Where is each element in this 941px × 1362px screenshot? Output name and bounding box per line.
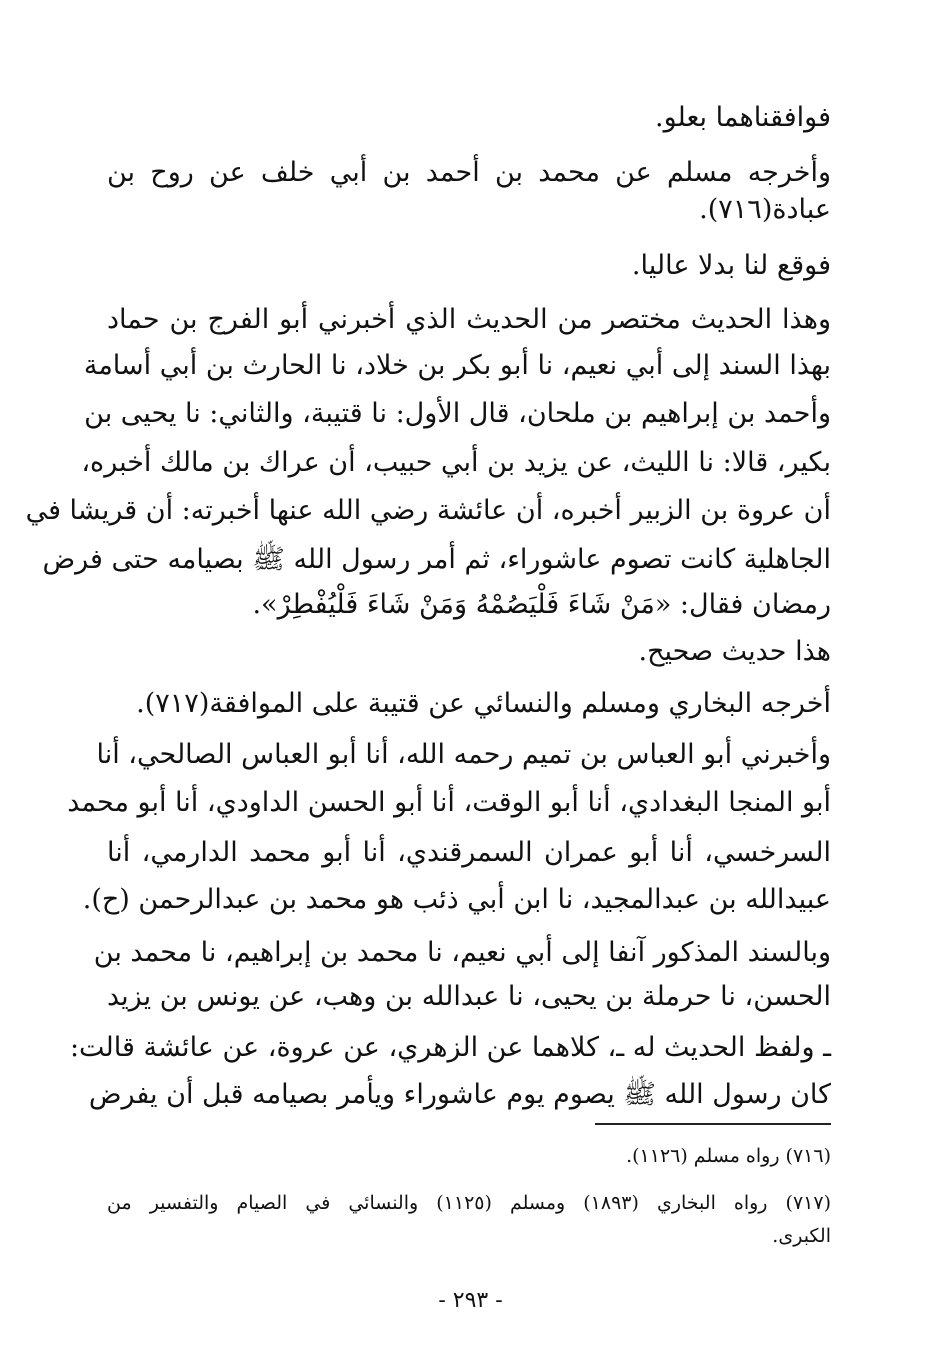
text-line: الجاهلية كانت تصوم عاشوراء، ثم أمر رسول الله ﷺ بصيامه حتى فرض	[42, 544, 831, 575]
text-line: أخرجه البخاري ومسلم والنسائي عن قتيبة على الموافقة(٧١٧).	[136, 688, 831, 719]
footnote: (٧١٦) رواه مسلم (١١٢٦).	[626, 1145, 831, 1167]
text-line: فوافقناهما بعلو.	[655, 102, 831, 133]
footnote: (٧١٧) رواه البخاري (١٨٩٣) ومسلم (١١٢٥) والنسائي في الصيام والتفسير من	[107, 1192, 831, 1214]
text-line: وأخبرني أبو العباس بن تميم رحمه الله، أنا أبو العباس الصالحي، أنا	[96, 739, 831, 770]
text-line: ـ ولفظ الحديث له ـ، كلاهما عن الزهري، عن عروة، عن عائشة قالت:	[69, 1032, 831, 1063]
text-line: وأخرجه مسلم عن محمد بن أحمد بن أبي خلف عن روح بن	[107, 157, 831, 188]
text-line: وأحمد بن إبراهيم بن ملحان، قال الأول: نا قتيبة، والثاني: نا يحيى بن	[84, 398, 831, 429]
text-line: أن عروة بن الزبير أخبره، أن عائشة رضي الله عنها أخبرته: أن قريشا في	[25, 495, 831, 526]
footnote-continuation: الكبرى.	[772, 1225, 831, 1247]
text-line: بهذا السند إلى أبي نعيم، نا أبو بكر بن خلاد، نا الحارث بن أبي أسامة	[83, 350, 831, 381]
text-line: فوقع لنا بدلا عاليا.	[631, 250, 831, 281]
text-line: عبيدالله بن عبدالمجيد، نا ابن أبي ذئب هو محمد بن عبدالرحمن (ح).	[82, 884, 831, 915]
page-number: - ٢٩٣ -	[438, 1288, 503, 1313]
text-line: وبالسند المذكور آنفا إلى أبي نعيم، نا محمد بن إبراهيم، نا محمد بن	[93, 937, 831, 968]
text-line: السرخسي، أنا أبو عمران السمرقندي، أنا أبو محمد الدارمي، أنا	[107, 837, 831, 868]
quote-line: رمضان فقال: «مَنْ شَاءَ فَلْيَصُمْهُ وَمَنْ شَاءَ فَلْيُفْطِرْ».	[252, 589, 831, 620]
text-line: وهذا الحديث مختصر من الحديث الذي أخبرني أبو الفرج بن حماد	[107, 304, 832, 335]
text-line: الحسن، نا حرملة بن يحيى، نا عبدالله بن وهب، عن يونس بن يزيد	[107, 981, 831, 1012]
text-line: عبادة(٧١٦).	[699, 194, 831, 225]
text-line: بكير، قالا: نا الليث، عن يزيد بن أبي حبيب، أن عراك بن مالك أخبره،	[81, 447, 831, 478]
text-line: أبو المنجا البغدادي، أنا أبو الوقت، أنا أبو الحسن الداودي، أنا أبو محمد	[67, 787, 831, 818]
text-line: كان رسول الله ﷺ يصوم يوم عاشوراء ويأمر بصيامه قبل أن يفرض	[88, 1079, 831, 1110]
footnote-divider	[595, 1123, 831, 1125]
text-line: هذا حديث صحيح.	[638, 636, 831, 667]
